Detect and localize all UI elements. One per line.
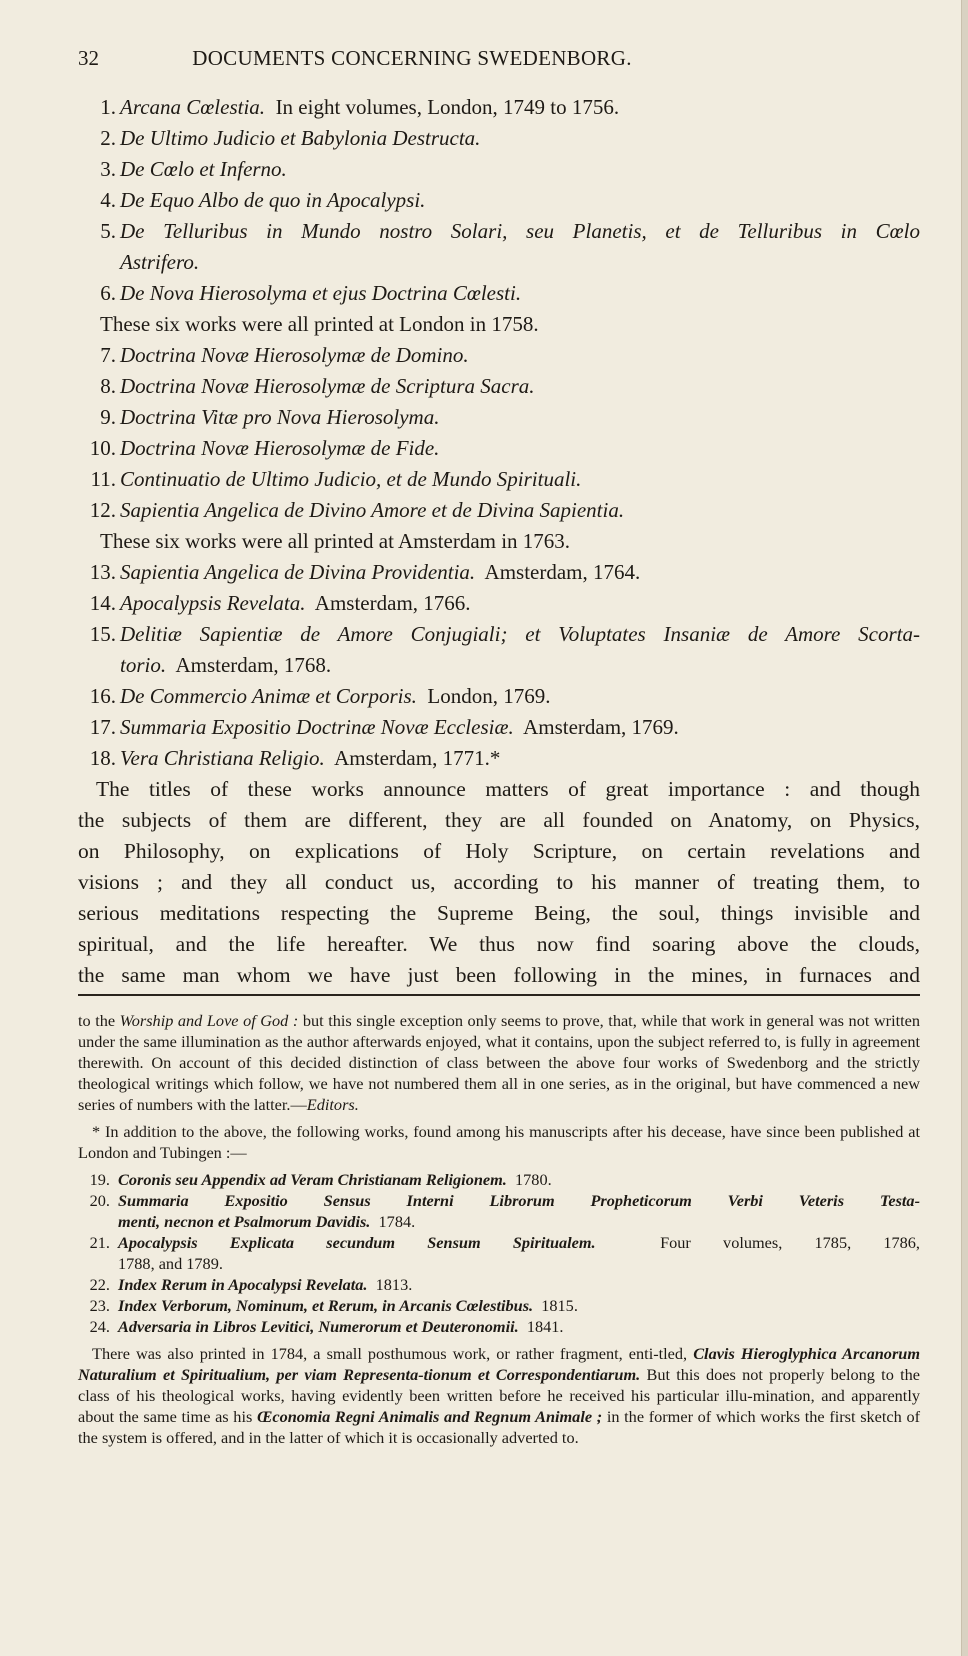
main-text xyxy=(78,92,920,991)
footnotes xyxy=(78,1010,920,1448)
work-title: Doctrina Novæ Hierosolymæ de Domino. xyxy=(120,343,469,367)
page-edge xyxy=(961,0,968,1656)
work-title: De Equo Albo de quo in Apocalypsi. xyxy=(120,188,426,212)
work-note: Amsterdam, 1766. xyxy=(314,591,471,615)
list-item: 8. Doctrina Novæ Hierosolymæ de Scriptura Sacra. xyxy=(100,374,535,398)
list-item: 24. Adversaria in Libros Levitici, Numerorum et Deuteronomii. 1841. xyxy=(89,1317,564,1336)
work-title: De Ultimo Judicio et Babylonia Destructa. xyxy=(120,126,481,150)
work-title: De Commercio Animæ et Corporis. xyxy=(120,684,417,708)
work-note: London, 1769. xyxy=(427,684,551,708)
page-number: 32 xyxy=(78,46,99,70)
work-title: Sapientia Angelica de Divina Providentia. xyxy=(120,560,476,584)
work-note: Amsterdam, 1771.* xyxy=(334,746,501,770)
work-title: De Cœlo et Inferno. xyxy=(120,157,287,181)
list-item: 7. Doctrina Novæ Hierosolymæ de Domino. xyxy=(100,343,469,367)
work-title: Doctrina Novæ Hierosolymæ de Scriptura Sacra. xyxy=(120,374,535,398)
work-title: Apocalypsis Revelata. xyxy=(120,591,306,615)
work-title: Delitiæ Sapientiæ de Amore Conjugiali; et Voluptates Insaniæ de Amore Scorta- xyxy=(120,622,920,646)
footnote-rule xyxy=(78,994,920,996)
page-header xyxy=(78,46,746,76)
footnote-star: * In addition to the above, the following works, found among his manuscripts after his decease, have since been published at London and Tubingen :— xyxy=(78,1122,920,1162)
list-item: 6. De Nova Hierosolyma et ejus Doctrina Cœlesti. xyxy=(100,281,522,305)
list-item: 15. Delitiæ Sapientiæ de Amore Conjugiali; et Voluptates Insaniæ de Amore Scorta- torio. Amsterdam, 1768. xyxy=(78,619,920,681)
work-note: Amsterdam, 1768. xyxy=(175,653,332,677)
work-title: Sapientia Angelica de Divino Amore et de Divina Sapientia. xyxy=(120,498,625,522)
list-item: 18. Vera Christiana Religio. Amsterdam, 1771.* xyxy=(89,746,501,770)
list-item: 2. De Ultimo Judicio et Babylonia Destructa. xyxy=(100,126,481,150)
work-title: Vera Christiana Religio. xyxy=(120,746,325,770)
list-item: 20. Summaria Expositio Sensus Interni Librorum Propheticorum Verbi Veteris Testa- menti, necnon et Psalmorum Davidis. 1784. xyxy=(89,1191,920,1231)
list-item: 3. De Cœlo et Inferno. xyxy=(100,157,287,181)
work-title: De Nova Hierosolyma et ejus Doctrina Cœlesti. xyxy=(120,281,522,305)
work-title: Doctrina Vitæ pro Nova Hierosolyma. xyxy=(120,405,440,429)
list-item: 4. De Equo Albo de quo in Apocalypsi. xyxy=(100,188,426,212)
list-item: 11. Continuatio de Ultimo Judicio, et de Mundo Spirituali. xyxy=(90,467,582,491)
list-item: 22. Index Rerum in Apocalypsi Revelata. 1813. xyxy=(89,1275,413,1294)
list-item: 19. Coronis seu Appendix ad Veram Christianam Religionem. 1780. xyxy=(89,1170,552,1189)
work-title: Continuatio de Ultimo Judicio, et de Mundo Spirituali. xyxy=(120,467,582,491)
work-title-continued: Astrifero. xyxy=(120,250,200,274)
footnote-paragraph: to the Worship and Love of God : but this single exception only seems to prove, that, while that work in general was not written under the same illumination as the author afterwards enjoyed, what it contains, upon the subject referred to, is fully in agreement therewith. On account of this decided distinction of class between the above four works of Swedenborg and the strictly theological writings which follow, we have not numbered them all in one series, as in the original, but have commenced a new series of numbers with the latter.—Editors. xyxy=(78,1011,921,1114)
running-title: DOCUMENTS CONCERNING SWEDENBORG. xyxy=(192,46,632,70)
work-title-continued: torio. xyxy=(120,653,167,677)
list-item: 10. Doctrina Novæ Hierosolymæ de Fide. xyxy=(89,436,440,460)
work-note: In eight volumes, London, 1749 to 1756. xyxy=(275,95,620,119)
footnote-paragraph: There was also printed in 1784, a small posthumous work, or rather fragment, enti-tled, Clavis Hieroglyphica Arcanorum Naturalium et Spiritualium, per viam Representa-tionum et Correspondentiarum. But this does not properly belong to the class of his theological works, having evidently been written before he received his particular illu-mination, and apparently about the same time as his Œconomia Regni Animalis and Regnum Animale ; in the former of which works the first sketch of the system is offered, and in the latter of which it is occasionally adverted to. xyxy=(78,1344,921,1447)
work-title: Arcana Cœlestia. xyxy=(120,95,266,119)
work-note: Amsterdam, 1764. xyxy=(484,560,641,584)
list-item: 21. Apocalypsis Explicata secundum Sensum Spiritualem. Four volumes, 1785, 1786, 1788, and 1789. xyxy=(89,1233,921,1273)
list-item: 13. Sapientia Angelica de Divina Providentia. Amsterdam, 1764. xyxy=(89,560,641,584)
list-item: 9. Doctrina Vitæ pro Nova Hierosolyma. xyxy=(100,405,440,429)
summary-line: These six works were all printed at Amsterdam in 1763. xyxy=(100,529,571,553)
list-item: 12. Sapientia Angelica de Divino Amore et de Divina Sapientia. xyxy=(89,498,625,522)
list-item: 17. Summaria Expositio Doctrinæ Novæ Ecclesiæ. Amsterdam, 1769. xyxy=(89,715,679,739)
list-item: 16. De Commercio Animæ et Corporis. London, 1769. xyxy=(89,684,551,708)
summary-line: These six works were all printed at London in 1758. xyxy=(100,312,539,336)
work-title: Doctrina Novæ Hierosolymæ de Fide. xyxy=(120,436,440,460)
list-item: 23. Index Verborum, Nominum, et Rerum, in Arcanis Cœlestibus. 1815. xyxy=(89,1296,578,1315)
work-title: Summaria Expositio Doctrinæ Novæ Ecclesiæ. xyxy=(120,715,514,739)
list-item: 14. Apocalypsis Revelata. Amsterdam, 1766. xyxy=(89,591,471,615)
work-note: Amsterdam, 1769. xyxy=(523,715,679,739)
body-paragraph: The titles of these works announce matters of great importance : and though the subjects of them are different, they are all founded on Anatomy, on Physics, on Philosophy, on explications of Holy Scripture, on certain revelations and visions ; and they all conduct us, according to his manner of treating them, to serious meditations respecting the Supreme Being, the soul, things invisible and spiritual, and the life hereafter. We thus now find soaring above the clouds, the same man whom we have just been following in the mines, in furnaces and xyxy=(78,777,920,987)
work-title: De Telluribus in Mundo nostro Solari, seu Planetis, et de Telluribus in Cœlo xyxy=(120,219,920,243)
list-item: 5. De Telluribus in Mundo nostro Solari, seu Planetis, et de Telluribus in Cœlo Astrifero. xyxy=(78,216,920,278)
list-item: 1. Arcana Cœlestia. In eight volumes, London, 1749 to 1756. xyxy=(100,95,620,119)
